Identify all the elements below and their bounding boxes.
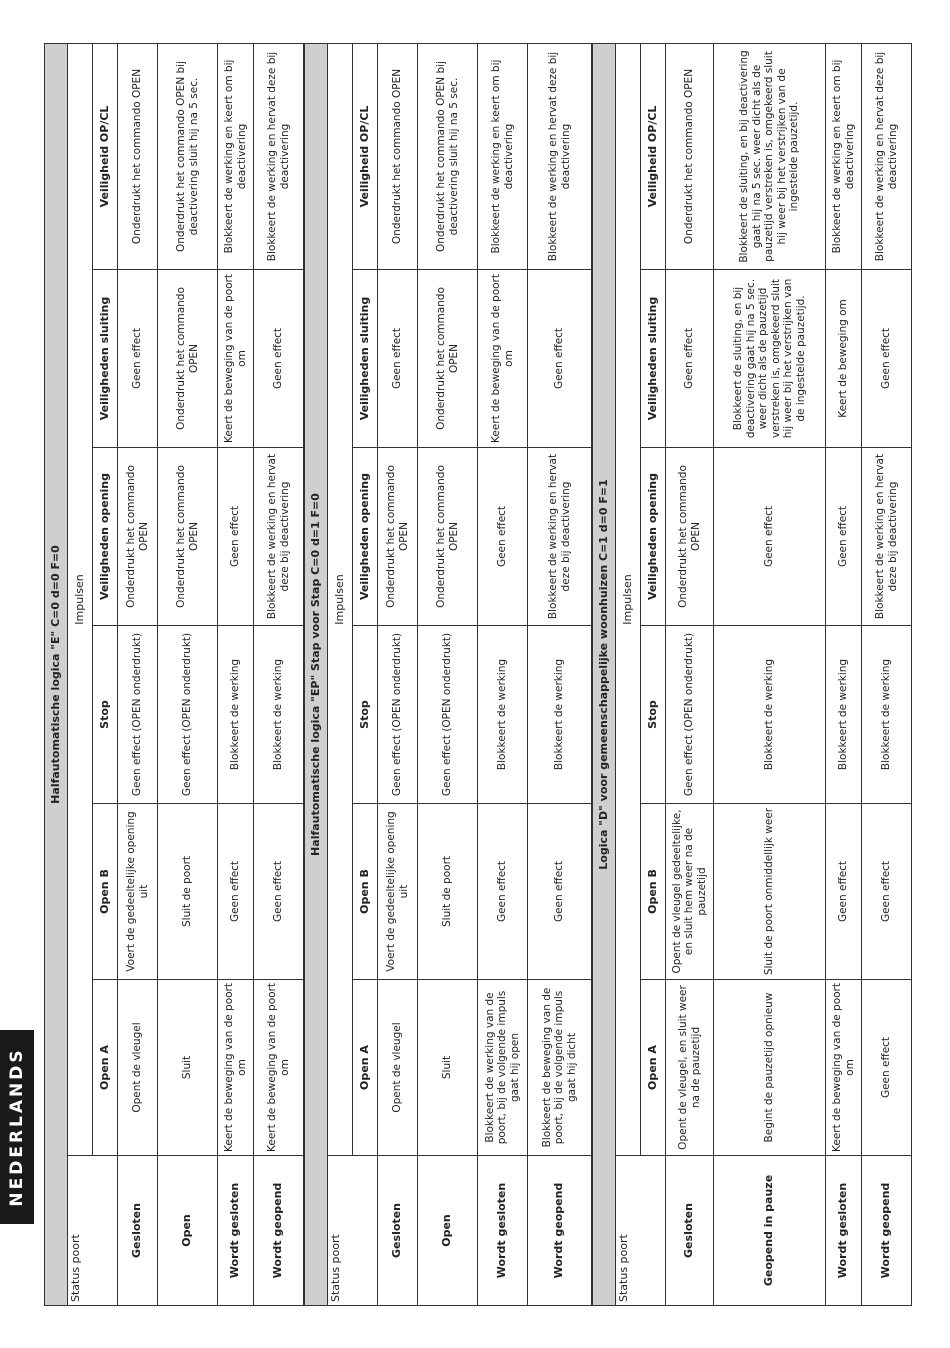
table-row [666,43,714,1305]
gate-state: Geopend in pauze [714,1156,826,1306]
gate-state: Wordt gesloten [218,1156,254,1306]
table-cell: Keert de beweging van de poort om [218,270,254,448]
column-header: Veiligheden opening [641,448,666,626]
table-cell: Blokkeert de werking [254,626,304,804]
table-cell: Onderdrukt het commando OPEN bij deactivering sluit hij na 5 sec. [158,43,218,269]
table-cell: Geen effect [862,270,912,448]
table-cell: Blokkeert de werking en keert om bij deactivering [478,44,528,270]
table-cell: Geen effect [478,448,528,626]
table-cell: Opent de vleugel [118,980,158,1156]
table-row [254,43,304,1305]
table-cell: Onderdrukt het commando OPEN [418,448,478,626]
table-cell: Blokkeert de werking [714,626,826,804]
table-cell: Blokkeert de werking [218,626,254,804]
table-cell: Blokkeert de werking en keert om bij deactivering [218,43,254,269]
column-header: Veiligheden sluiting [353,270,378,448]
impulses-header: Impulsen [616,43,641,1155]
table-cell: Keert de beweging van de poort om [478,270,528,448]
table-cell: Onderdrukt het commando OPEN [378,44,418,270]
status-header: Status poort [328,1156,378,1306]
gate-state: Gesloten [378,1156,418,1306]
table-cell: Geen effect [862,980,912,1156]
gate-state: Gesloten [666,1156,714,1306]
section-title: Halfautomatische logica "E" C=0 d=0 F=0 [45,43,68,1305]
table-cell: Begint de pauzetijd opnieuw [714,980,826,1156]
table-cell: Geen effect (OPEN onderdrukt) [418,626,478,804]
table-cell: Geen effect [218,448,254,626]
table-cell: Onderdrukt het commando OPEN [666,43,714,269]
column-header: Veiligheid OP/CL [353,44,378,270]
table-row [714,43,826,1305]
column-header: Stop [353,626,378,804]
column-header: Open B [641,804,666,980]
table-cell: Geen effect [862,804,912,980]
table-cell: Geen effect [118,270,158,448]
table-cell: Blokkeert de werking van de poort, bij de volgende impuls gaat hij open [478,980,528,1156]
table-cell: Geen effect [826,804,862,980]
logic-section-1 [44,44,304,1306]
table-row [862,43,912,1305]
table-row [418,44,478,1306]
column-header: Open B [93,804,118,980]
column-header: Stop [93,626,118,804]
table-cell: Geen effect (OPEN onderdrukt) [118,626,158,804]
table-cell: Geen effect (OPEN onderdrukt) [158,626,218,804]
table-cell: Blokkeert de werking en hervat deze bij deactivering [862,448,912,626]
table-cell: Blokkeert de werking [478,626,528,804]
table-row [478,44,528,1306]
table-cell: Blokkeert de werking en hervat deze bij deactivering [528,448,592,626]
column-header: Veiligheden opening [353,448,378,626]
table-cell: Onderdrukt het commando OPEN [118,43,158,269]
language-tab [0,1030,34,1224]
table-cell: Opent de vleugel [378,980,418,1156]
column-header: Veiligheden sluiting [93,270,118,448]
table-cell: Blokkeert de werking [862,626,912,804]
table-cell: Keert de beweging van de poort om [254,980,304,1156]
rotated-page [44,44,899,1306]
table-cell: Onderdrukt het commando OPEN [158,448,218,626]
column-header: Open A [353,980,378,1156]
table-cell: Keert de beweging om [826,270,862,448]
table-cell: Geen effect [666,270,714,448]
table-cell: Onderdrukt het commando OPEN [418,270,478,448]
column-header: Veiligheden opening [93,448,118,626]
table-cell: Geen effect [218,804,254,980]
table-cell: Onderdrukt het commando OPEN [378,448,418,626]
table-cell: Voert de gedeeltelijke opening uit [118,804,158,980]
impulses-header: Impulsen [68,43,93,1155]
logic-section-2 [304,44,592,1306]
table-cell: Sluit de poort [418,804,478,980]
table-cell: Opent de vleugel, en sluit weer na de pauzetijd [666,980,714,1156]
table-row [528,44,592,1306]
table-cell: Voert de gedeeltelijke opening uit [378,804,418,980]
table-row [158,43,218,1305]
column-header: Open A [93,980,118,1156]
table-cell: Sluit [158,980,218,1156]
table-cell: Onderdrukt het commando OPEN bij deactivering sluit hij na 5 sec. [418,44,478,270]
table-row [378,44,418,1306]
gate-state: Open [418,1156,478,1306]
impulses-header: Impulsen [328,44,353,1156]
table-cell: Blokkeert de sluiting, en bij deactivering gaat hij na 5 sec. weer dicht als de pauzetijd verstreken is, omgekeerd sluit hij weer bij het verstrijken van de ingestelde pauzetijd. [714,270,826,448]
logic-table [44,43,304,1306]
table-cell: Blokkeert de werking en hervat deze bij deactivering [862,43,912,269]
gate-state: Wordt gesloten [478,1156,528,1306]
table-cell: Geen effect [254,804,304,980]
table-cell: Blokkeert de beweging van de poort, bij de volgende impuls gaat hij dicht [528,980,592,1156]
table-cell: Sluit [418,980,478,1156]
table-cell: Blokkeert de werking en hervat deze bij deactivering [528,44,592,270]
column-header: Stop [641,626,666,804]
table-cell: Geen effect (OPEN onderdrukt) [666,626,714,804]
logic-table [304,43,592,1306]
table-cell: Sluit de poort onmiddellijk weer [714,804,826,980]
gate-state: Wordt gesloten [826,1156,862,1306]
table-row [218,43,254,1305]
table-cell: Blokkeert de werking en keert om bij deactivering [826,43,862,269]
table-cell: Geen effect [528,270,592,448]
table-row [826,43,862,1305]
gate-state: Wordt geopend [254,1156,304,1306]
column-header: Veiligheden sluiting [641,270,666,448]
table-cell: Geen effect (OPEN onderdrukt) [378,626,418,804]
gate-state: Wordt geopend [862,1156,912,1306]
table-cell: Onderdrukt het commando OPEN [158,270,218,448]
column-header: Open B [353,804,378,980]
section-title: Logica "D" voor gemeenschappelijke woonhuizen C=1 d=0 F=1 [593,43,616,1305]
column-header: Veiligheid OP/CL [93,43,118,269]
table-cell: Blokkeert de sluiting, en bij deactivering gaat hij na 5 sec. weer dicht als de pauzetijd verstreken is, omgekeerd sluit hij weer bij het verstrijken van de ingestelde pauzetijd. [714,43,826,269]
table-cell: Opent de vleugel gedeeltelijke, en sluit hem weer na de pauzetijd [666,804,714,980]
table-cell: Geen effect [528,804,592,980]
table-cell: Blokkeert de werking [826,626,862,804]
column-header: Open A [641,980,666,1156]
section-title: Halfautomatische logica "EP" Stap voor Stap C=0 d=1 F=0 [305,44,328,1306]
column-header: Veiligheid OP/CL [641,43,666,269]
table-row [118,43,158,1305]
table-cell: Geen effect [826,448,862,626]
language-label: NEDERLANDS [7,1047,27,1207]
table-cell: Geen effect [714,448,826,626]
table-cell: Sluit de poort [158,804,218,980]
gate-state: Open [158,1156,218,1306]
table-cell: Onderdrukt het commando OPEN [118,448,158,626]
logic-tables [44,44,899,1306]
gate-state: Gesloten [118,1156,158,1306]
table-cell: Keert de beweging van de poort om [218,980,254,1156]
table-cell: Blokkeert de werking en hervat deze bij deactivering [254,43,304,269]
logic-table [592,43,912,1306]
gate-state: Wordt geopend [528,1156,592,1306]
status-header: Status poort [616,1156,666,1306]
table-cell: Keert de beweging van de poort om [826,980,862,1156]
logic-section-3 [592,44,912,1306]
table-cell: Onderdrukt het commando OPEN [666,448,714,626]
table-cell: Blokkeert de werking en hervat deze bij deactivering [254,448,304,626]
table-cell: Geen effect [254,270,304,448]
table-cell: Blokkeert de werking [528,626,592,804]
status-header: Status poort [68,1156,118,1306]
table-cell: Geen effect [478,804,528,980]
table-cell: Geen effect [378,270,418,448]
